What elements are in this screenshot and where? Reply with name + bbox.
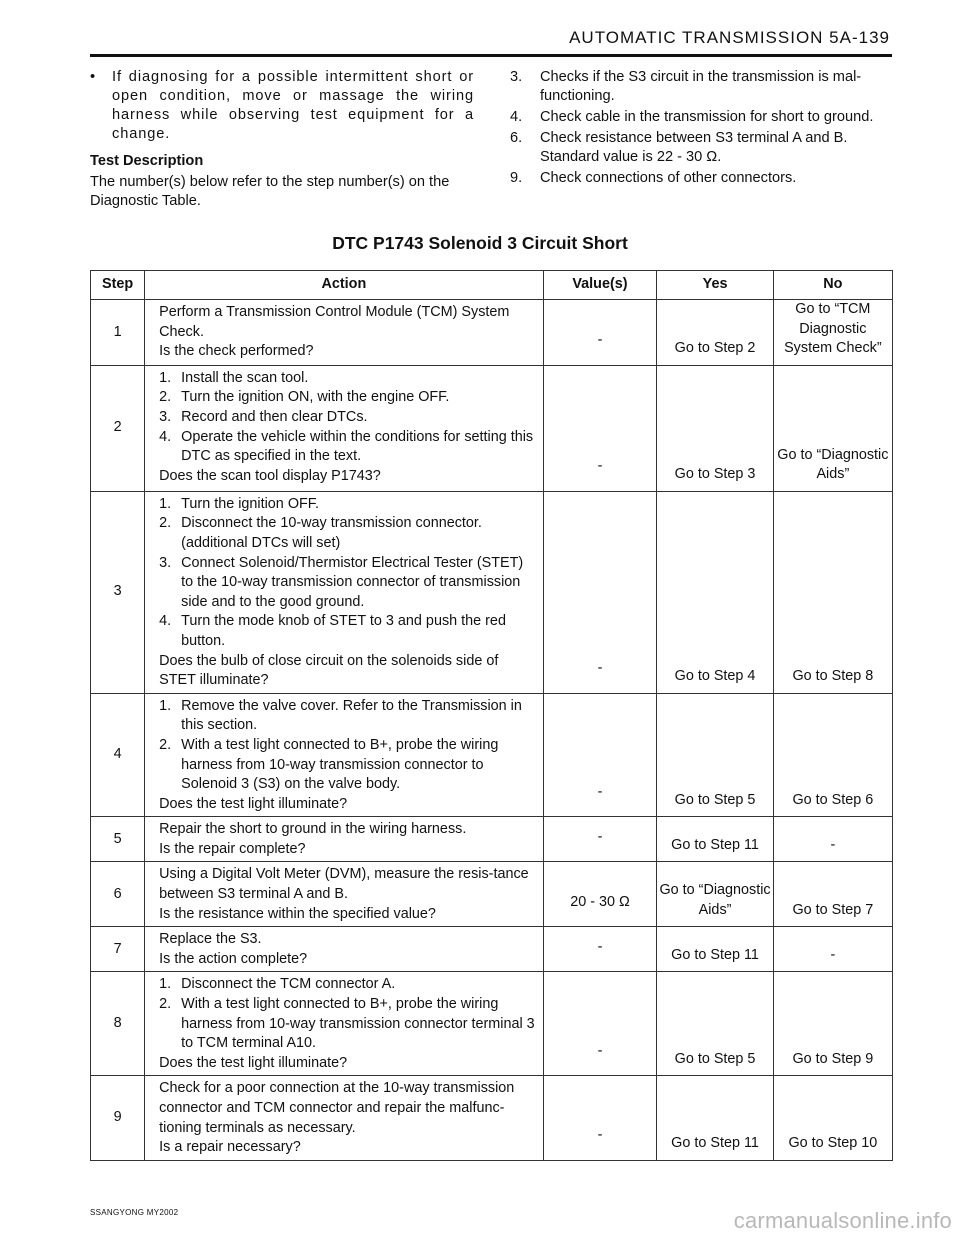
no-cell: Go to Step 6: [773, 693, 892, 817]
header-no: No: [773, 271, 892, 300]
action-question: Does the scan tool display P1743?: [159, 467, 381, 484]
yes-cell: Go to Step 5: [657, 972, 773, 1076]
action-step-text: Disconnect the TCM connector A.: [181, 976, 396, 993]
bullet-text: If diagnosing for a possible intermittent short or open condition, move or massage the wiring harness while observing test equipment for a change.: [112, 69, 474, 142]
action-step-number: 3.: [159, 408, 172, 425]
action-step-item: [159, 975, 536, 995]
action-cell: [145, 300, 543, 366]
no-cell: Go to Step 8: [773, 491, 892, 693]
table-row: [91, 693, 893, 817]
yes-cell: Go to Step 11: [657, 817, 773, 862]
value-cell: -: [543, 817, 657, 862]
header-step: Step: [91, 271, 145, 300]
step-number: 2: [91, 365, 145, 491]
table-row: [91, 862, 893, 927]
table-row: [91, 1076, 893, 1160]
action-cell: [145, 491, 543, 693]
table-row: [91, 927, 893, 972]
value-cell: -: [543, 491, 657, 693]
header-yes: Yes: [657, 271, 773, 300]
header-value: Value(s): [543, 271, 657, 300]
action-step-number: 1.: [159, 697, 172, 714]
action-cell: [145, 927, 543, 972]
watermark: carmanualsonline.info: [733, 1208, 952, 1233]
action-text: Repair the short to ground in the wiring harness.: [159, 821, 467, 838]
item-number: 4.: [510, 109, 523, 125]
no-cell: Go to “TCM Diagnostic System Check”: [773, 300, 892, 366]
action-cell: [145, 1076, 543, 1160]
action-step-text: Turn the mode knob of STET to 3 and push the red button.: [181, 613, 506, 649]
yes-cell: Go to Step 3: [657, 365, 773, 491]
value-cell: 20 - 30 Ω: [543, 862, 657, 927]
value-cell: -: [543, 1076, 657, 1160]
no-cell: -: [773, 927, 892, 972]
step-number: 6: [91, 862, 145, 927]
item-number: 3.: [510, 69, 523, 85]
action-step-item: [159, 369, 536, 389]
action-cell: [145, 365, 543, 491]
action-step-number: 3.: [159, 554, 172, 571]
left-column: [90, 68, 474, 211]
action-cell: [145, 693, 543, 817]
no-cell: Go to Step 9: [773, 972, 892, 1076]
no-cell: Go to Step 7: [773, 862, 892, 927]
test-description-text: The number(s) below refer to the step number(s) on the Diagnostic Table.: [90, 174, 450, 209]
no-cell: Go to “Diagnostic Aids”: [773, 365, 892, 491]
value-cell: -: [543, 927, 657, 972]
action-question: Is a repair necessary?: [159, 1139, 301, 1156]
action-cell: [145, 972, 543, 1076]
step-number: 9: [91, 1076, 145, 1160]
action-step-text: Install the scan tool.: [181, 369, 309, 386]
action-step-number: 2.: [159, 389, 172, 406]
no-cell: -: [773, 817, 892, 862]
no-cell: Go to Step 10: [773, 1076, 892, 1160]
action-step-text: Disconnect the 10-way transmission connector. (additional DTCs will set): [181, 515, 482, 551]
action-question: Is the repair complete?: [159, 840, 306, 857]
action-step-text: Connect Solenoid/Thermistor Electrical Tester (STET) to the 10-way transmission connector of transmission side and to the good ground.: [181, 554, 524, 610]
right-column: [510, 68, 892, 190]
action-step-item: [159, 514, 536, 553]
table-row: [91, 491, 893, 693]
item-text: Check connections of other connectors.: [540, 170, 797, 186]
action-step-number: 1.: [159, 369, 172, 386]
bullet-dot-icon: •: [90, 69, 96, 85]
action-step-number: 2.: [159, 996, 172, 1013]
value-cell: -: [543, 300, 657, 366]
action-step-text: Operate the vehicle within the conditions for setting this DTC as specified in the text.: [181, 428, 534, 465]
action-step-number: 2.: [159, 515, 172, 532]
action-text: Perform a Transmission Control Module (TCM) System Check.: [159, 304, 510, 340]
action-step-item: [159, 995, 536, 1054]
yes-cell: Go to Step 4: [657, 491, 773, 693]
table-row: [91, 972, 893, 1076]
action-step-number: 4.: [159, 428, 172, 445]
action-step-number: 2.: [159, 736, 172, 753]
yes-cell: Go to Step 2: [657, 300, 773, 366]
item-text: Check resistance between S3 terminal A and B. Standard value is 22 - 30 Ω.: [540, 130, 848, 165]
action-step-item: [159, 697, 536, 736]
action-step-item: [159, 495, 536, 515]
action-step-item: [159, 428, 536, 467]
description-item: [510, 169, 892, 188]
value-cell: -: [543, 972, 657, 1076]
table-row: [91, 365, 893, 491]
diagnostic-table: [90, 270, 893, 1161]
item-text: Check cable in the transmission for short to ground.: [540, 109, 874, 125]
step-number: 7: [91, 927, 145, 972]
action-step-number: 4.: [159, 613, 172, 630]
action-question: Is the check performed?: [159, 343, 314, 360]
bullet-item: [90, 68, 474, 144]
description-item: [510, 129, 892, 167]
step-number: 4: [91, 693, 145, 817]
action-question: Does the test light illuminate?: [159, 1054, 348, 1071]
action-step-number: 1.: [159, 495, 172, 512]
yes-cell: Go to “Diagnostic Aids”: [657, 862, 773, 927]
action-step-text: With a test light connected to B+, probe the wiring harness from 10-way transmission connector terminal 3 to TCM terminal A10.: [181, 996, 535, 1052]
action-step-number: 1.: [159, 976, 172, 993]
action-question: Is the action complete?: [159, 950, 308, 967]
table-header-row: [91, 271, 893, 300]
action-text: Replace the S3.: [159, 931, 262, 948]
action-step-item: [159, 736, 536, 795]
header-action: Action: [145, 271, 543, 300]
action-cell: [145, 862, 543, 927]
item-number: 9.: [510, 170, 523, 186]
footer-brand: SSANGYONG MY2002: [90, 1208, 179, 1217]
table-row: [91, 300, 893, 366]
action-step-item: [159, 554, 536, 613]
action-step-text: Turn the ignition OFF.: [181, 495, 319, 512]
description-item: [510, 68, 892, 106]
step-number: 3: [91, 491, 145, 693]
action-question: Is the resistance within the specified value?: [159, 905, 436, 922]
action-step-item: [159, 408, 536, 428]
table-row: [91, 817, 893, 862]
action-step-text: Remove the valve cover. Refer to the Transmission in this section.: [181, 697, 522, 734]
action-question: Does the bulb of close circuit on the solenoids side of STET illuminate?: [159, 652, 499, 689]
table-body: [91, 300, 893, 1161]
step-number: 1: [91, 300, 145, 366]
action-step-item: [159, 612, 536, 651]
action-text: Check for a poor connection at the 10-way transmission connector and TCM connector and repair the malfunc-tioning terminals as necessary.: [159, 1080, 515, 1136]
action-step-item: [159, 388, 536, 408]
step-number: 8: [91, 972, 145, 1076]
table-title: DTC P1743 Solenoid 3 Circuit Short: [332, 233, 628, 253]
item-number: 6.: [510, 130, 523, 146]
page-header-title: AUTOMATIC TRANSMISSION 5A-139: [569, 28, 890, 47]
description-item: [510, 108, 892, 127]
item-text: Checks if the S3 circuit in the transmission is mal-functioning.: [540, 69, 862, 104]
yes-cell: Go to Step 5: [657, 693, 773, 817]
yes-cell: Go to Step 11: [657, 1076, 773, 1160]
action-step-text: With a test light connected to B+, probe the wiring harness from 10-way transmission connector to Solenoid 3 (S3) on the valve body.: [181, 736, 499, 793]
value-cell: -: [543, 693, 657, 817]
action-text: Using a Digital Volt Meter (DVM), measure the resis-tance between S3 terminal A and B.: [159, 866, 529, 903]
value-cell: -: [543, 365, 657, 491]
test-description-heading: Test Description: [90, 153, 204, 169]
header-rule: [90, 54, 892, 57]
action-step-text: Turn the ignition ON, with the engine OFF.: [181, 389, 450, 406]
action-question: Does the test light illuminate?: [159, 795, 348, 812]
step-number: 5: [91, 817, 145, 862]
yes-cell: Go to Step 11: [657, 927, 773, 972]
action-step-text: Record and then clear DTCs.: [181, 408, 368, 425]
action-cell: [145, 817, 543, 862]
